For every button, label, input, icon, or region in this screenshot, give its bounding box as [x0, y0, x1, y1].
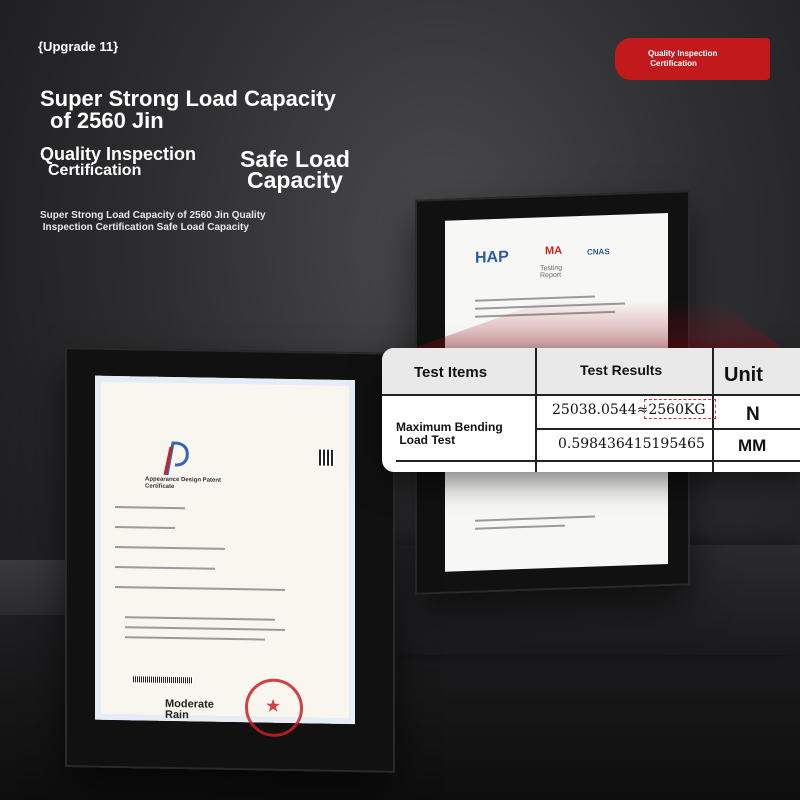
patent-text-line [115, 566, 215, 570]
cert-line1: Quality Inspection [40, 144, 197, 164]
badge-line2: Certification [650, 58, 697, 68]
report-text-line [475, 516, 595, 522]
header-test-items: Test Items [414, 364, 488, 381]
header-unit: Unit [724, 364, 763, 386]
result-load: 25038.0544≈2560KG [552, 402, 706, 418]
patent-text-line [125, 636, 265, 640]
cert-line2: Certification [48, 162, 142, 179]
report-label-line2: Report [540, 271, 562, 280]
test-item-name [396, 421, 536, 446]
patent-text-line [125, 626, 285, 631]
row-divider [396, 460, 800, 462]
patent-text-line [115, 586, 285, 591]
cnas-logo: CNAS [587, 247, 610, 257]
header-test-results: Test Results [580, 362, 663, 378]
unit-load: N [746, 404, 760, 425]
report-label-line1: Testing [540, 264, 563, 273]
test-item-line2: Load Test [399, 432, 456, 447]
headline-line2: of 2560 Jin [50, 108, 164, 133]
result-deflection: 0.598436415195465 [558, 436, 705, 452]
sub-caption-line2: Inspection Certification Safe Load Capacity [42, 221, 249, 233]
badge-line1: Quality Inspection [648, 49, 718, 58]
row-divider [535, 428, 800, 430]
official-seal-icon [245, 678, 303, 737]
report-text-line [475, 525, 565, 530]
barcode-icon [133, 676, 193, 683]
patent-text-line [115, 546, 225, 550]
signature-line2: Rain [165, 708, 189, 722]
report-label [540, 265, 562, 280]
column-divider [535, 348, 537, 472]
patent-title-line2: Certificate [145, 483, 175, 491]
upgrade-tag: {Upgrade 11} [38, 39, 119, 54]
headline-line1: Super Strong Load Capacity [40, 86, 336, 111]
ma-logo: MA [545, 244, 563, 258]
patent-text-line [125, 616, 275, 621]
sub-caption-line1: Super Strong Load Capacity of 2560 Jin Quality [40, 210, 266, 221]
patent-title [145, 477, 221, 493]
hap-logo: HAP [475, 248, 509, 267]
result-highlight-box [644, 399, 716, 419]
table-header-row [382, 348, 800, 396]
signature-line1: Moderate [165, 697, 214, 711]
patent-logo-icon [155, 439, 195, 480]
patent-certificate-frame [65, 347, 395, 773]
test-item-line1: Maximum Bending [396, 420, 503, 434]
safe-load-line1: Safe Load [240, 146, 350, 172]
patent-title-line1: Appearance Design Patent [145, 476, 222, 484]
quality-badge [615, 38, 770, 80]
patent-signature [165, 699, 214, 722]
qr-code-icon [319, 450, 335, 466]
patent-text-line [115, 526, 175, 529]
sub-caption [40, 210, 340, 233]
unit-deflection: MM [738, 436, 767, 455]
test-results-table [382, 348, 800, 472]
patent-certificate-paper [95, 376, 355, 725]
safe-load-line2: Capacity [247, 167, 343, 193]
patent-text-line [115, 506, 185, 509]
